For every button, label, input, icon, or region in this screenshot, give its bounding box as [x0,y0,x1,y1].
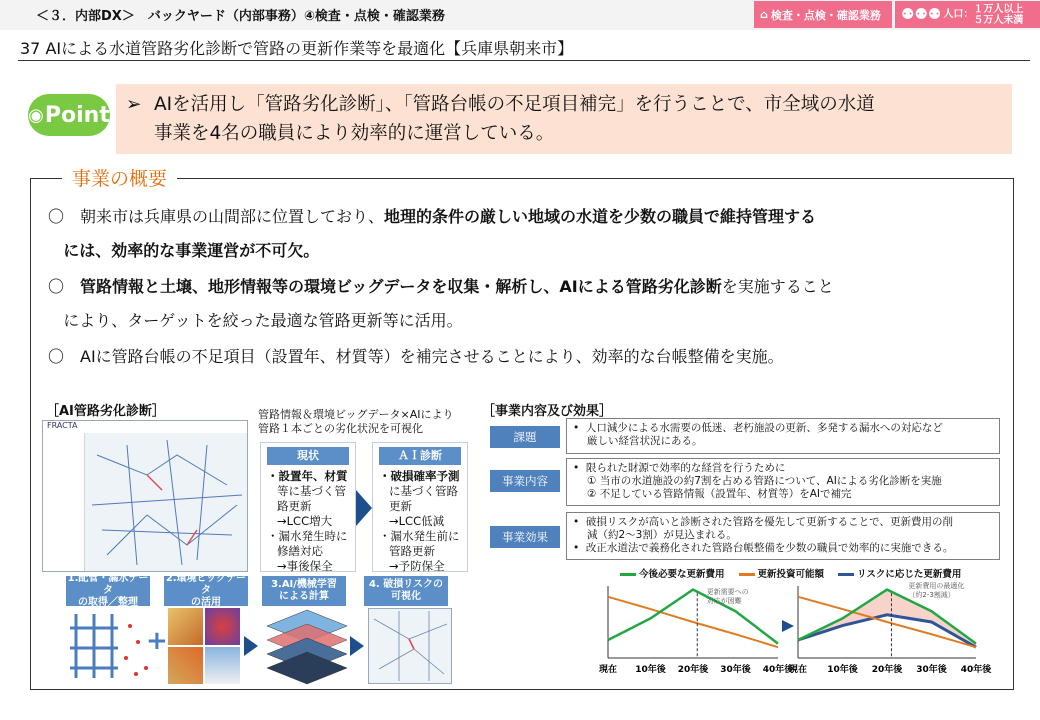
tick-right-1: 10年後 [827,665,858,675]
tick-left-1: 10年後 [635,665,666,675]
plus-icon: + [146,626,168,656]
content-badge: 事業内容 [490,470,560,492]
tag-icon: ⌂ [760,8,768,21]
annotation-right: 更新費用の最適化（約2-3割減） [908,582,965,599]
series-needed-left [608,590,778,644]
step-4: 4. 破損リスクの 可視化 [364,576,448,606]
step-3: 3.AI/機械学習 による計算 [262,576,346,606]
app-screenshot [42,420,248,572]
effects-label: ［事業内容及び効果］ [482,404,613,419]
chart-legend [620,566,1000,580]
environment-data-images [168,608,240,684]
app-name: FRACTA [43,421,247,433]
series-risk-right [798,615,976,647]
tick-right-4: 40年後 [960,665,992,675]
step-1: 1.配管・漏水データ の取得／整理 [67,573,149,608]
pipe-data-image [66,608,156,684]
content-box: • 限られた財源で効率的な経営を行うために ① 当市の水道施設の約7割を占める管路について、AIによる劣化診断を実施 ② 不足している管路情報（設置年、材質等）をAIで補完 [566,458,1000,506]
point-text-2: 事業を4名の職員により効率的に運営している。 [154,123,555,144]
risk-map-image [368,608,452,684]
effect-box: • 破損リスクが高いと診断された管路を優先して更新することで、更新費用の削 減（約2～3割）が見込まれる。 • 改正水道法で義務化された管路台帳整備を少数の職員で効率的に実施できる。 [566,512,1000,560]
legend-budget: 更新投資可能額 [739,566,825,580]
arrow-right-icon [244,636,258,656]
tick-right-0: 現在 [788,665,808,675]
overview-paragraph-3: 〇 AIに管路台帳の不足項目（設置年、材質等）を補完させることにより、効率的な台帳整備を実施。 [48,347,784,366]
tick-left-4: 40年後 [762,665,794,675]
step-2: 2.環境ビッグデータ の活用 [165,573,247,608]
chart-arrow-icon [782,620,794,632]
caption: 管路情報＆環境ビッグデータ×AIにより 管路１本ごとの劣化状況を可視化 [258,408,454,435]
point-logo: ◉ Point [28,94,110,136]
point-text-1: AIを活用し「管路劣化診断」、「管路台帳の不足項目補完」を行うことで、市全域の水道 [154,94,875,115]
arrow-right-icon [356,490,372,526]
title-divider [18,60,1030,61]
overview-paragraph-2: 〇 管路情報と土壌、地形情報等の環境ビッグデータを収集・解析し、AIによる管路劣化診断を実施すること により、ターゲットを絞った最適な管路更新等に活用。 [48,277,834,330]
arrow-icon: ➢ [126,94,142,115]
lightbulb-icon: ◉ [28,104,44,126]
population-tag: ⚉⚉⚉ 人口： １万人以上 ５万人未満 [895,1,1040,28]
issue-badge: 課題 [490,426,560,448]
arrow-right-icon [350,636,364,656]
breadcrumb: ＜３．内部DX＞ バックヤード（内部事務）④検査・点検・確認業務 [36,9,445,24]
section-heading: 事業の概要 [62,164,177,191]
tick-right-3: 30年後 [916,665,947,675]
issue-box: • 人口減少による水需要の低迷、老朽施設の更新、多発する漏水への対応など 厳しい経営状況にある。 [566,418,1000,454]
effect-badge: 事業効果 [490,526,560,548]
annotation-left: 更新需要への対応が困難 [706,588,749,605]
panel-ai: ＡＩ診断 ・破損確率予測 に基づく管路 更新 →LCC低減 ・漏水発生前に 管路更新 →予防保全 [372,442,468,572]
cost-chart [596,580,996,684]
tick-right-2: 20年後 [871,665,903,675]
panel-current: 現状 ・設置年、材質 等に基づく管 路更新 →LCC増大 ・漏水発生時に 修繕対応 →事後保全 [260,442,356,572]
legend-risk: リスクに応じた更新費用 [838,566,961,580]
ai-diagnosis-label: ［AI管路劣化診断］ [46,404,165,419]
overview-paragraph-1: 〇 朝来市は兵庫県の山間部に位置しており、地理的条件の厳しい地域の水道を少数の職員で維持管理する には、効率的な事業運営が不可欠。 [48,207,817,260]
category-tag: ⌂ 検査・点検・確認業務 [754,1,892,28]
tick-left-0: 現在 [598,665,618,675]
legend-needed: 今後必要な更新費用 [620,566,725,580]
pipe-map [87,435,245,569]
people-icon: ⚉⚉⚉ [901,5,942,23]
tick-left-2: 20年後 [677,665,709,675]
series-budget-left [608,597,778,647]
tick-left-3: 30年後 [720,665,751,675]
point-box [116,84,1012,154]
ml-layers-image [262,606,352,686]
page-title: 37 AIによる水道管路劣化診断で管路の更新作業等を最適化【兵庫県朝来市】 [20,39,574,58]
